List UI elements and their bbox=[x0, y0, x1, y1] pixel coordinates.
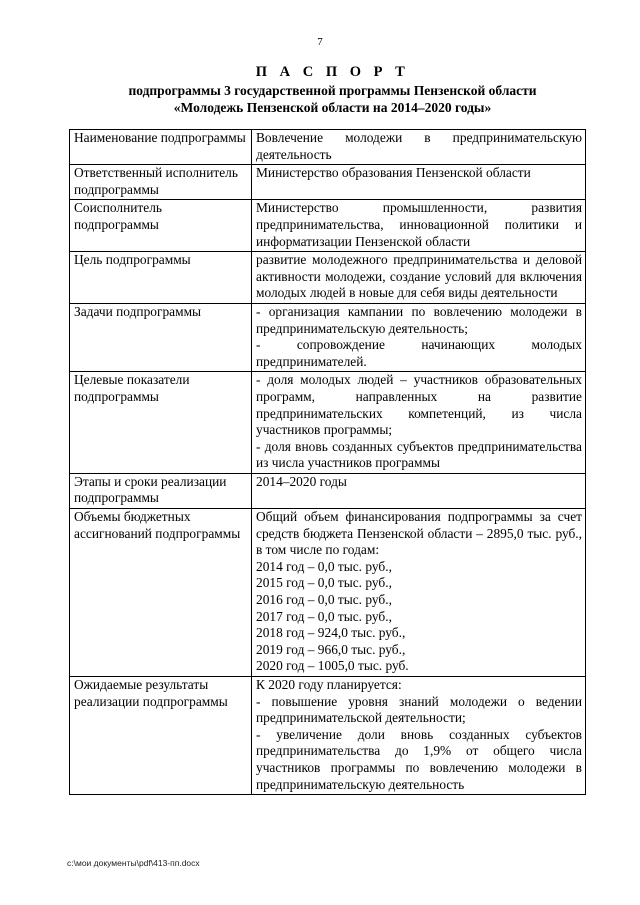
title-program-name-line: «Молодежь Пензенской области на 2014–2020 годы» bbox=[173, 100, 492, 115]
row-value-line: К 2020 году планируется: bbox=[256, 677, 402, 692]
row-value bbox=[252, 303, 586, 371]
table-row bbox=[70, 130, 586, 165]
table-row bbox=[70, 677, 586, 795]
row-value bbox=[252, 509, 586, 677]
row-value-line: развитие молодежного предпринимательства и деловой активности молодежи, создание условий для включения молодых людей в новые для себя виды деятельности bbox=[256, 252, 582, 301]
row-value-line: - организация кампании по вовлечению молодежи в предпринимательскую деятельность; bbox=[256, 303, 582, 336]
row-value bbox=[252, 165, 586, 200]
row-label: Цель подпрограммы bbox=[70, 252, 252, 304]
row-value-line: - доля вновь созданных субъектов предпринимательства из числа участников программы bbox=[256, 438, 582, 471]
row-label: Объемы бюджетных ассигнований подпрограммы bbox=[70, 509, 252, 677]
row-value bbox=[252, 130, 586, 165]
row-value-line: 2014–2020 годы bbox=[256, 473, 347, 489]
footer-file-path: c:\мои документы\pdf\413-пп.docx bbox=[67, 858, 200, 868]
table-row bbox=[70, 372, 586, 474]
passport-table bbox=[69, 129, 586, 795]
document-title bbox=[60, 63, 605, 116]
row-label: Задачи подпрограммы bbox=[70, 303, 252, 371]
row-value-line: Министерство промышленности, развития предпринимательства, инновационной политики и информатизации Пензенской области bbox=[256, 200, 582, 249]
row-label: Этапы и сроки реализации подпрограммы bbox=[70, 473, 252, 508]
row-value-line: 2020 год – 1005,0 тыс. руб. bbox=[256, 658, 409, 674]
title-subprogram-line: подпрограммы 3 государственной программы Пензенской области bbox=[128, 83, 537, 98]
row-value-line: 2018 год – 924,0 тыс. руб., bbox=[256, 625, 406, 641]
row-value bbox=[252, 372, 586, 474]
table-row bbox=[70, 509, 586, 677]
row-label: Ответственный исполнитель подпрограммы bbox=[70, 165, 252, 200]
table-row bbox=[70, 165, 586, 200]
row-label: Соисполнитель подпрограммы bbox=[70, 200, 252, 252]
row-value-line: Общий объем финансирования подпрограммы за счет средств бюджета Пензенской области – 2895,0 тыс. руб., в том числе по годам: bbox=[256, 509, 582, 558]
row-value-line: 2019 год – 966,0 тыс. руб., bbox=[256, 641, 406, 657]
row-value-line: Вовлечение молодежи в предпринимательскую деятельность bbox=[256, 130, 582, 162]
table-row bbox=[70, 252, 586, 304]
row-value-line: - увеличение доли вновь созданных субъектов предпринимательства до 1,9% от общего числа участников программы по вовлечению молодежи в предпринимательскую деятельность bbox=[256, 726, 582, 792]
title-main: П А С П О Р Т bbox=[255, 64, 410, 80]
row-value-line: Министерство образования Пензенской области bbox=[256, 165, 531, 181]
row-value-line: - доля молодых людей – участников образовательных программ, направленных на развитие предпринимательских компетенций, из числа участников программы; bbox=[256, 372, 582, 438]
passport-table-body bbox=[70, 130, 586, 795]
row-value-line: 2016 год – 0,0 тыс. руб., bbox=[256, 592, 392, 608]
row-value-line: 2017 год – 0,0 тыс. руб., bbox=[256, 608, 392, 624]
page-number: 7 bbox=[317, 36, 323, 48]
table-row bbox=[70, 473, 586, 508]
row-value-line: 2014 год – 0,0 тыс. руб., bbox=[256, 558, 392, 574]
row-value-line: 2015 год – 0,0 тыс. руб., bbox=[256, 575, 392, 591]
row-label: Наименование подпрограммы bbox=[70, 130, 252, 165]
row-value-line: - повышение уровня знаний молодежи о ведении предпринимательской деятельности; bbox=[256, 693, 582, 726]
row-value bbox=[252, 473, 586, 508]
table-row bbox=[70, 303, 586, 371]
table-row bbox=[70, 200, 586, 252]
row-value-line: - сопровождение начинающих молодых предпринимателей. bbox=[256, 337, 582, 369]
row-value bbox=[252, 252, 586, 304]
row-label: Целевые показатели подпрограммы bbox=[70, 372, 252, 474]
row-value bbox=[252, 200, 586, 252]
row-label: Ожидаемые результаты реализации подпрограммы bbox=[70, 677, 252, 795]
row-value bbox=[252, 677, 586, 795]
